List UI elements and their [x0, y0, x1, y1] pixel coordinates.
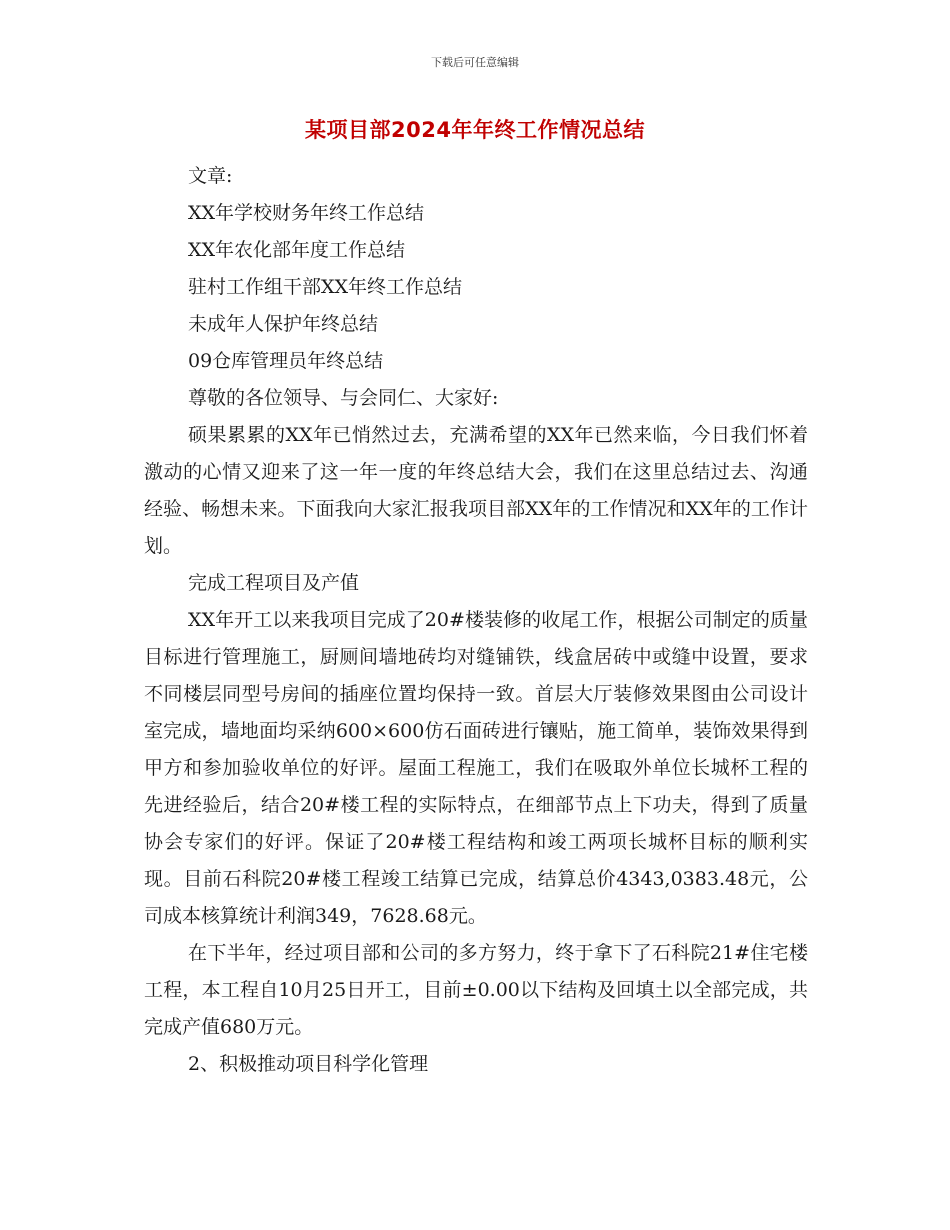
article-list-item: 09仓库管理员年终总结 [188, 350, 384, 372]
section-heading: 完成工程项目及产值 [188, 572, 360, 594]
section-heading: 2、积极推动项目科学化管理 [188, 1053, 429, 1075]
article-label: 文章: [188, 165, 233, 187]
second-half-paragraph: 在下半年，经过项目部和公司的多方努力，终于拿下了石科院21#住宅楼工程，本工程自10月25日开工，目前±0.00以下结构及回填土以全部完成，共完成产值680万元。 [144, 942, 808, 1038]
greeting: 尊敬的各位领导、与会同仁、大家好: [188, 387, 499, 409]
article-list-item: 驻村工作组干部XX年终工作总结 [188, 276, 463, 298]
intro-paragraph: 硕果累累的XX年已悄然过去，充满希望的XX年已然来临，今日我们怀着激动的心情又迎来了这一年一度的年终总结大会，我们在这里总结过去、沟通经验、畅想未来。下面我向大家汇报我项目部XX年的工作情况和XX年的工作计划。 [144, 424, 808, 557]
document-body [144, 158, 808, 1083]
article-list-item: XX年农化部年度工作总结 [188, 239, 406, 261]
project-paragraph: XX年开工以来我项目完成了20#楼装修的收尾工作，根据公司制定的质量目标进行管理施工，厨厕间墙地砖均对缝铺铁，线盒居砖中或缝中设置，要求不同楼层同型号房间的插座位置均保持一致。首层大厅装修效果图由公司设计室完成，墙地面均采纳600×600仿石面砖进行镶贴，施工简单，装饰效果得到甲方和参加验收单位的好评。屋面工程施工，我们在吸取外单位长城杯工程的先进经验后，结合20#楼工程的实际特点，在细部节点上下功夫，得到了质量协会专家们的好评。保证了20#楼工程结构和竣工两项长城杯目标的顺利实现。目前石科院20#楼工程竣工结算已完成，结算总价4343,0383.48元，公司成本核算统计利润349，7628.68元。 [144, 609, 808, 927]
document-title: 某项目部2024年年终工作情况总结 [305, 118, 645, 142]
page-header-note: 下载后可任意编辑 [431, 56, 519, 69]
article-list-item: 未成年人保护年终总结 [188, 313, 379, 335]
article-list-item: XX年学校财务年终工作总结 [188, 202, 425, 224]
